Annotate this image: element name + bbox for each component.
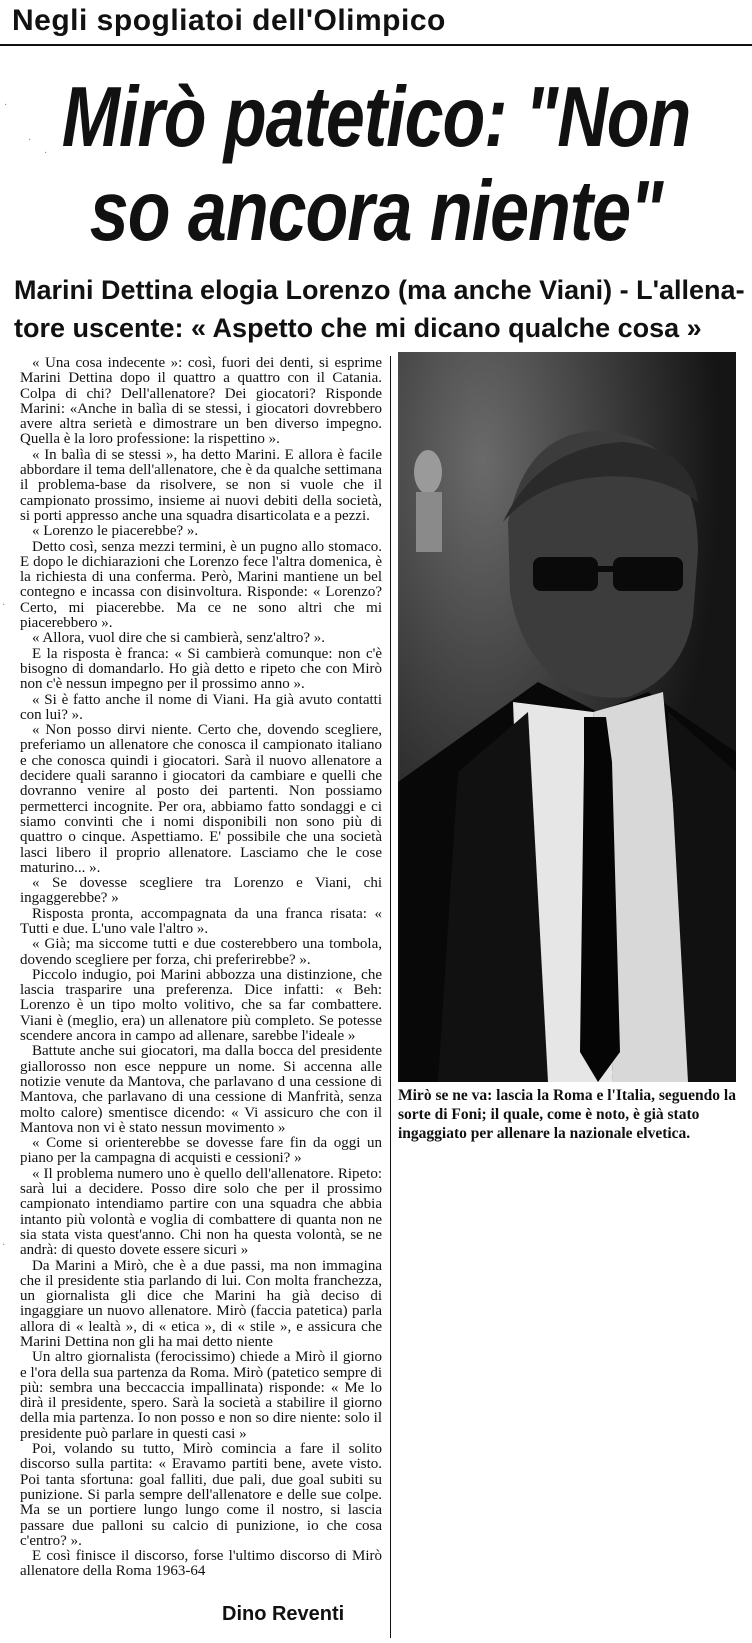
- body-paragraph: « In balìa di se stessi », ha detto Marini. E allora è facile abbordare il tema dell'allenatore, che è da qualche settimana il problema-base da risolvere, se non si vuole che il campionato prossimo, insieme ai nuovi debiti della società, si porti appresso anche una squadra disarticolata e a pezzi.: [20, 446, 382, 524]
- byline: Dino Reventi: [222, 1603, 345, 1625]
- body-paragraph: Battute anche sui giocatori, ma dalla bocca del presidente giallorosso non esce neppure un nome. Si accenna alle notizie venute da Mantova, che parlavano d una cessione di Mantova, che parlavano di una cessione di Manfrità, senza molto calore) smentisce dicendo: « Vi assicuro che con il Mantova non vi è stato nessun movimento »: [20, 1043, 382, 1136]
- body-paragraph: « Se dovesse scegliere tra Lorenzo e Viani, chi ingaggerebbe? »: [20, 875, 382, 907]
- article-body: [20, 356, 382, 1580]
- body-paragraph: E così finisce il discorso, forse l'ultimo discorso di Mirò allenatore della Roma 1963-64: [20, 1548, 382, 1580]
- body-paragraph: « Il problema numero uno è quello dell'allenatore. Ripeto: sarà lui a decidere. Posso dire solo che per il prossimo campionato intendiamo partire con una squadra che abbia intanto più volontà e voglia di combattere di quanta non ne sia stata vista quest'anno. Chi non ha questa volontà, se ne andrà: di questo dovete essere sicuri »: [20, 1165, 382, 1259]
- body-paragraph: « Non posso dirvi niente. Certo che, dovendo scegliere, preferiamo un allenatore che conosca il campionato italiano e che conosca quindi i giocatori. Sarà il nuovo allenatore a decidere quali saranno i giocatori da cambiare e quelli che dovranno venire al posto dei partenti. Non possiamo permetterci incognite. Per ora, abbiamo fatto sondaggi e ci siamo convinti che i nomi disponibili non sono più di quattro o cinque. Aspettiamo. E' possibile che una società lasci libero il proprio allenatore. Lasciamo che le cose maturino... ».: [20, 722, 382, 876]
- subhead-line-2: tore uscente: « Aspetto che mi dicano qualche cosa »: [14, 313, 702, 343]
- body-paragraph: Risposta pronta, accompagnata da una franca risata: « Tutti e due. L'uno vale l'altro ».: [20, 905, 382, 937]
- photo: [398, 352, 736, 1082]
- body-paragraph: E la risposta è franca: « Si cambierà comunque: non c'è bisogno di domandarlo. Ho già detto e ripeto che con Mirò non c'è nessun impegno per il prossimo anno ».: [20, 645, 382, 693]
- photo-caption: Mirò se ne va: lascia la Roma e l'Italia, seguendo la sorte di Foni; il quale, come è noto, è già stato ingaggiato per allenare la nazionale elvetica.: [398, 1087, 736, 1142]
- print-speck: ·: [4, 100, 8, 111]
- body-paragraph: Un altro giornalista (ferocissimo) chiede a Mirò il giorno e l'ora della sua partenza da Roma. Mirò (patetico sempre di più: sembra una beccaccia impallinata) risponde: « Me lo dirà il presidente, spero. Sarà la società a stabilire il giorno della mia partenza. Io non posso e non so dire niente: solo il presidente può parlare in questi casi »: [20, 1349, 382, 1442]
- body-paragraph: « Già; ma siccome tutti e due costerebbero una tombola, dovendo scegliere per forza, chi preferirebbe? ».: [20, 936, 382, 968]
- subhead-line-1: Marini Dettina elogia Lorenzo (ma anche Viani) - L'allena-: [14, 275, 745, 305]
- column-divider: [390, 356, 391, 1638]
- body-paragraph: Detto così, senza mezzi termini, è un pugno allo stomaco. E dopo le dichiarazioni che Lorenzo fece l'altra domenica, è la richiesta di una conferma. Però, Marini mantiene un bel contegno e incassa con disinvoltura. Risponde: « Lorenzo? Certo, mi piacerebbe. Ma ce ne sono altri che mi piacerebbero ».: [20, 538, 382, 632]
- body-paragraph: « Allora, vuol dire che si cambierà, senz'altro? ».: [32, 630, 326, 647]
- body-paragraph: « Si è fatto anche il nome di Viani. Ha già avuto contatti con lui? ».: [20, 691, 382, 723]
- body-paragraph: Da Marini a Mirò, che è a due passi, ma non immagina che il presidente stia parlando di lui. Con molta franchezza, un giornalista gli dice che Marini ha già deciso di ingaggiare un nuovo allenatore. Mirò (faccia patetica) parla allora di « lealtà », di « etica », di « stile », e assicura che Marini Dettina non gli ha mai detto niente: [20, 1257, 382, 1350]
- headline-line-1: Mirò patetico: "Non: [61, 69, 691, 165]
- body-paragraph: Piccolo indugio, poi Marini abbozza una distinzione, che lascia trasparire una preferenza. Dice infatti: « Beh: Lorenzo è un tipo molto volitivo, che sa far combattere. Viani è (meglio, era) un allenatore più completo. Se potesse scendere ancora in campo ad allenare, sarebbe l'ideale »: [20, 966, 382, 1045]
- section-kicker: Negli spogliatoi dell'Olimpico: [12, 4, 446, 37]
- body-paragraph: « Lorenzo le piacerebbe? ».: [32, 523, 199, 540]
- headline-line-2: so ancora niente": [89, 163, 663, 259]
- portrait-image: [398, 352, 736, 1082]
- print-speck: ·: [2, 600, 6, 611]
- body-paragraph: « Una cosa indecente »: così, fuori dei denti, si esprime Marini Dettina dopo il quattro a quattro con il Catania. Colpa di chi? Dell'allenatore? Dei giocatori? Risponde Marini: «Anche in balìa di se stessi, i giocatori dovrebbero avere altra serietà e dimostrare un ben diverso impegno. Quella è la loro professione: la rispettino ».: [20, 355, 382, 448]
- body-paragraph: Poi, volando su tutto, Mirò comincia a fare il solito discorso sulla partita: « Eravamo partiti bene, avete visto. Poi tanta sfortuna: goal falliti, due pali, due goal subiti su punizione. Si parla sempre dell'allenatore e delle sue colpe. Ma se un portiere lungo lungo come il nostro, si lascia passare due palloni su calcio di punizione, io che cosa c'entro? ».: [20, 1441, 382, 1549]
- print-speck: ·: [2, 1240, 6, 1251]
- kicker-rule: [0, 44, 752, 46]
- body-paragraph: « Come si orienterebbe se dovesse fare fin da oggi un piano per la campagna di acquisti e cessioni? »: [20, 1135, 382, 1167]
- print-speck: ·: [44, 148, 48, 159]
- print-speck: ·: [28, 135, 32, 146]
